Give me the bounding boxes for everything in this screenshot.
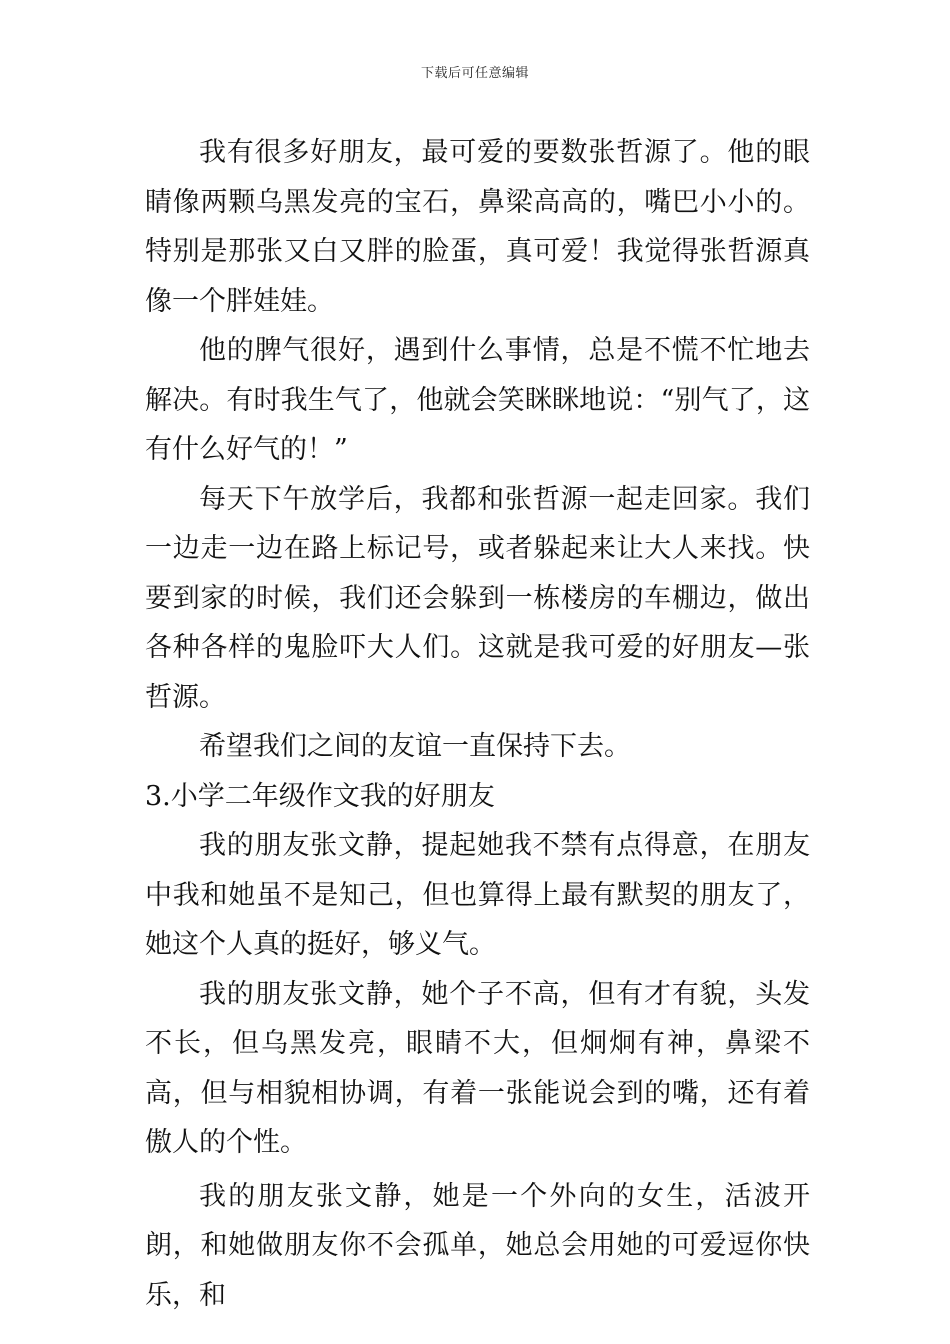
paragraph-5: 我的朋友张文静，提起她我不禁有点得意，在朋友中我和她虽不是知己，但也算得上最有默契的朋友了，她这个人真的挺好，够义气。 [145,830,810,960]
document-body [145,128,810,1320]
paragraph-2: 他的脾气很好，遇到什么事情，总是不慌不忙地去解决。有时我生气了，他就会笑眯眯地说：“别气了，这有什么好气的！” [145,335,810,465]
paragraph-3: 每天下午放学后，我都和张哲源一起走回家。我们一边走一边在路上标记号，或者躲起来让大人来找。快要到家的时候，我们还会躲到一栋楼房的车棚边，做出各种各样的鬼脸吓大人们。这就是我可爱的好朋友—张哲源。 [145,483,810,713]
paragraph-1: 我有很多好朋友，最可爱的要数张哲源了。他的眼睛像两颗乌黑发亮的宝石，鼻梁高高的，嘴巴小小的。特别是那张又白又胖的脸蛋，真可爱！我觉得张哲源真像一个胖娃娃。 [145,137,810,317]
section-heading: 3.小学二年级作文我的好朋友 [145,780,495,812]
paragraph-7: 我的朋友张文静，她是一个外向的女生，活波开朗，和她做朋友你不会孤单，她总会用她的可爱逗你快乐，和 [145,1180,810,1311]
paragraph-4: 希望我们之间的友谊一直保持下去。 [199,731,631,762]
paragraph-6: 我的朋友张文静，她个子不高，但有才有貌，头发不长，但乌黑发亮，眼睛不大，但炯炯有神，鼻梁不高，但与相貌相协调，有着一张能说会到的嘴，还有着傲人的个性。 [145,978,810,1158]
page-header: 下载后可任意编辑 [420,66,529,81]
